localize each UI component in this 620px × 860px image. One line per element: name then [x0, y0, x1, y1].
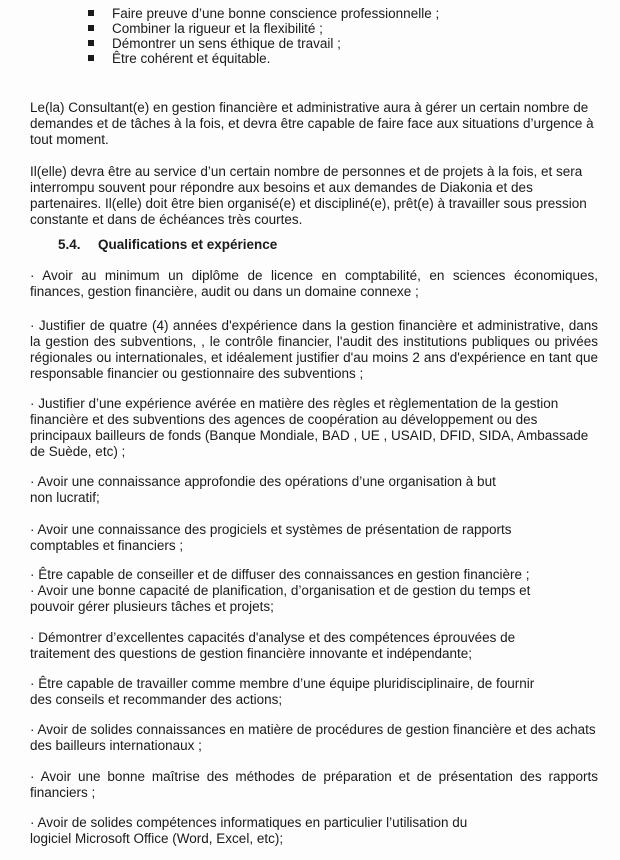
- qualification-item: · Être capable de conseiller et de diffuser des connaissances en gestion financière ;: [30, 567, 530, 582]
- bullet-item: Démontrer un sens éthique de travail ;: [88, 36, 439, 51]
- square-bullet-icon: [88, 40, 94, 46]
- qualification-item: · Avoir une bonne capacité de planification, d’organisation et de gestion du temps et pouvoir gérer plusieurs tâches et projets;: [30, 583, 531, 614]
- bullet-item: Être cohérent et équitable.: [88, 51, 439, 66]
- bullet-item: Combiner la rigueur et la flexibilité ;: [88, 21, 439, 36]
- square-bullet-icon: [88, 10, 94, 16]
- qualification-item: · Avoir au minimum un diplôme de licence en comptabilité, en sciences économiques, finances, gestion financière, audit ou dans un domaine connexe ;: [30, 268, 598, 299]
- section-title: Qualifications et expérience: [98, 237, 278, 252]
- qualification-item: · Avoir de solides compétences informatiques en particulier l’utilisation du logiciel Microsoft Office (Word, Excel, etc);: [30, 815, 468, 846]
- square-bullet-icon: [88, 25, 94, 31]
- qualification-item: · Justifier d’une expérience avérée en matière des règles et règlementation de la gestion financière et des subventions des agences de coopération au développement ou des principaux bailleurs de fonds (Banque Mondiale, BAD , UE , USAID, DFID, SIDA, Ambassade de Suède, etc) ;: [30, 396, 589, 459]
- paragraph-availability: Il(elle) devra être au service d’un certain nombre de personnes et de projets à la fois, et sera interrompu souvent pour répondre aux besoins et aux demandes de Diakonia et des partenaires. Il(elle) doit être bien organisé(e) et discipliné(e), prêt(e) à travailler sous pression constante et dans de échéances très courtes.: [30, 164, 587, 227]
- section-heading: [58, 237, 277, 252]
- qualification-item: · Avoir une bonne maîtrise des méthodes de préparation et de présentation des rapports financiers ;: [30, 769, 598, 800]
- paragraph-workload: Le(la) Consultant(e) en gestion financière et administrative aura à gérer un certain nombre de demandes et de tâches à la fois, et devra être capable de faire face aux situations d’urgence à tout moment.: [30, 100, 594, 147]
- qualification-item: · Justifier de quatre (4) années d'expérience dans la gestion financière et administrative, dans la gestion des subventions, , le contrôle financier, l'audit des institutions publiques ou privées régionales ou internationales, et idéalement justifier d'au moins 2 ans d'expérience en tant que responsable financier ou gestionnaire des subventions ;: [30, 318, 598, 381]
- qualification-item: · Démontrer d’excellentes capacités d'analyse et des compétences éprouvées de traitement des questions de gestion financière innovante et indépendante;: [30, 630, 516, 661]
- qualification-item: · Avoir une connaissance approfondie des opérations d’une organisation à but non lucratif;: [30, 474, 496, 505]
- square-bullet-icon: [88, 55, 94, 61]
- qualification-item: · Être capable de travailler comme membre d’une équipe pluridisciplinaire, de fournir des conseils et recommander des actions;: [30, 676, 535, 707]
- qualification-item: · Avoir une connaissance des progiciels et systèmes de présentation de rapports comptables et financiers ;: [30, 522, 512, 553]
- bullet-item: Faire preuve d’une bonne conscience professionnelle ;: [88, 6, 439, 21]
- bullet-list: [88, 6, 439, 66]
- section-number: 5.4.: [58, 237, 81, 252]
- qualification-item: · Avoir de solides connaissances en matière de procédures de gestion financière et des achats des bailleurs internationaux ;: [30, 722, 596, 753]
